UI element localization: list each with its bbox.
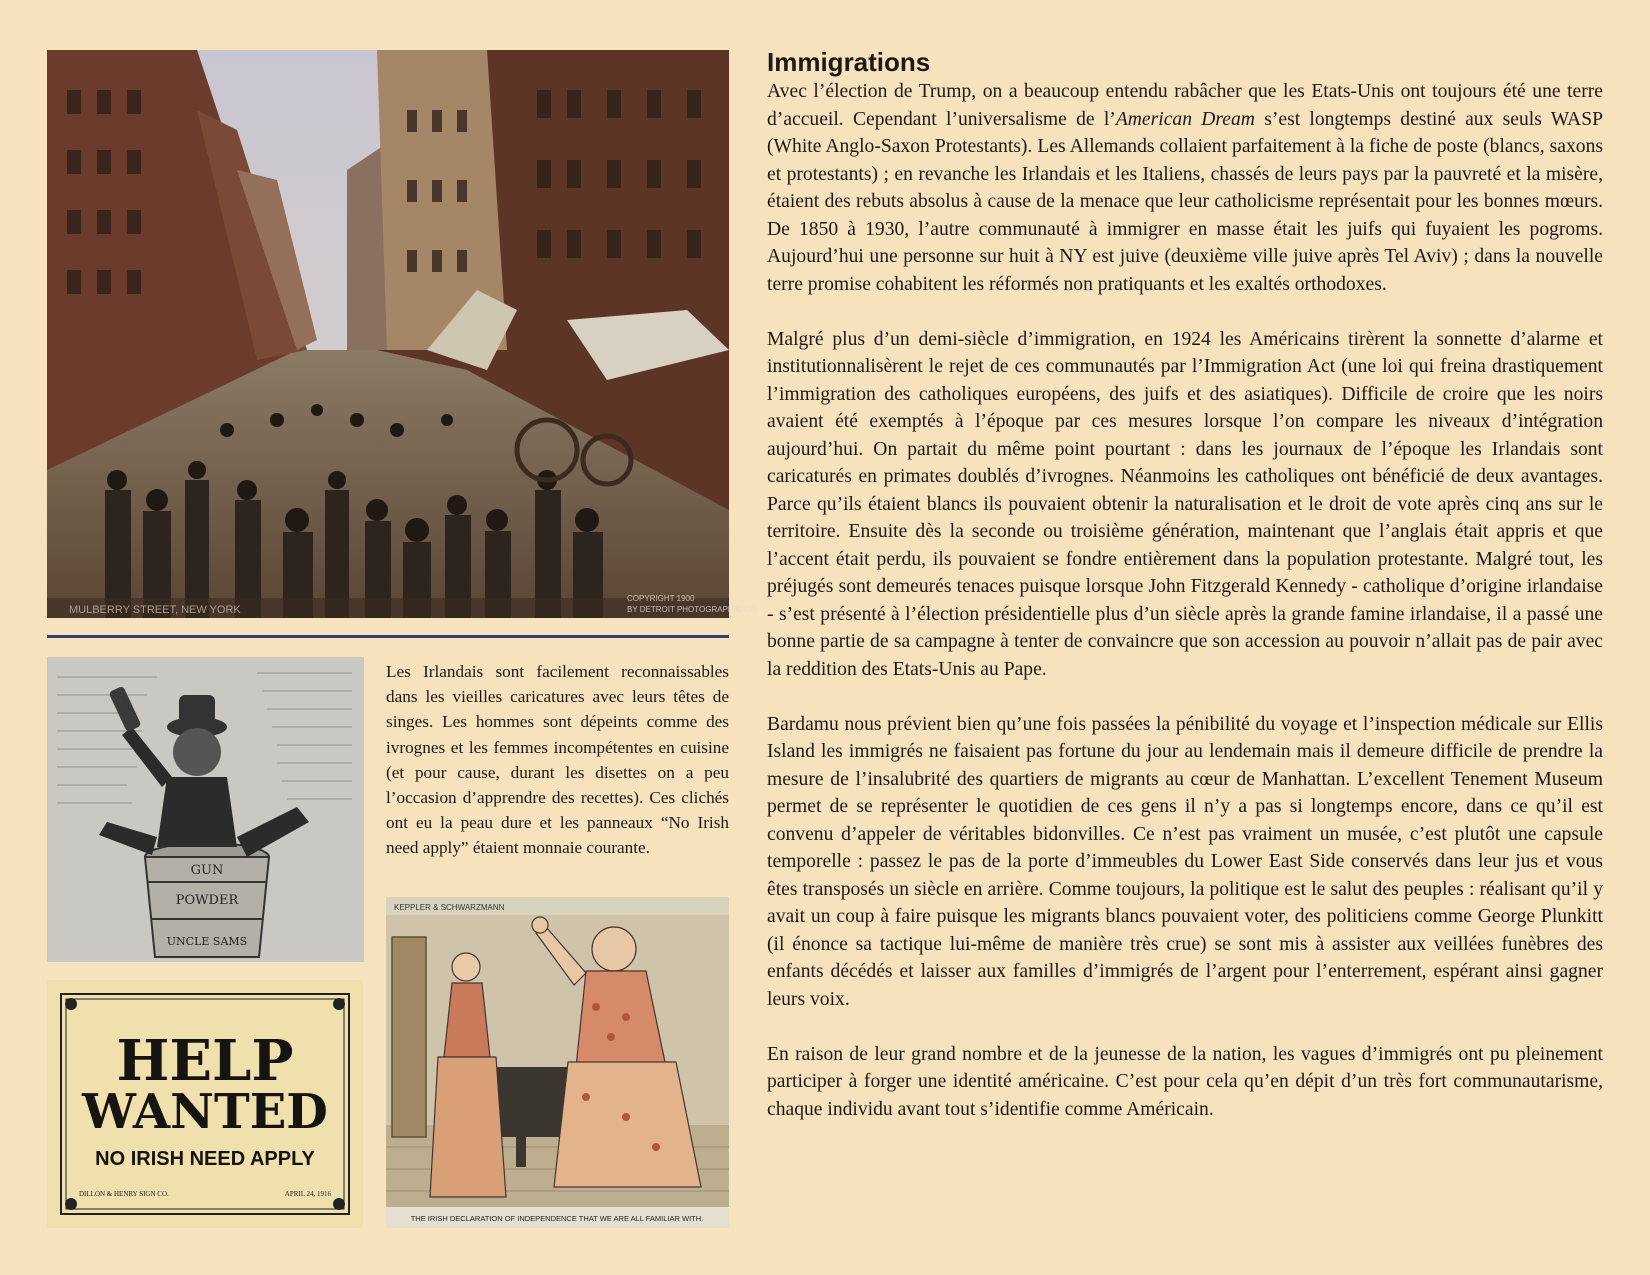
paragraph-1-part-b: s’est longtemps destiné aux seuls WASP (White Anglo-Saxon Protestants). Les Allemands collaient parfaitement à la fiche de poste (blancs, saxons et protestants) ; en revanche les Irlandais et les Italiens, chassés de leurs pays par la pauvreté et la misère, étaient des rebuts absolus à cause de la menace que leur catholicisme représentait pour les bonnes mœurs. De 1850 à 1930, l’autre communauté à immigrer en masse était les juifs qui fuyaient les pogroms. Aujourd’hui une personne sur huit à NY est juive (deuxième ville juive après Tel Aviv) ; dans la nouvelle terre promise cohabitent les réformés non pratiquants et les exaltés orthodoxes.	[767, 108, 1603, 295]
caricature-gunpowder-barrel	[47, 657, 364, 962]
street-photo	[47, 50, 759, 618]
barrel-label-uncle-sams: UNCLE SAMS	[166, 935, 248, 948]
article-paragraph-3: Bardamu nous prévient bien qu’une fois passées la pénibilité du voyage et l’inspection médicale sur Ellis Island les immigrés ne faisaient pas fortune du jour au lendemain mais il demeure difficile de prendre la mesure de l’insalubrité des quartiers de migrants au cœur de Manhattan. L’excellent Tenement Museum permet de se représenter le quotidien de ces gens il n’y a pas si longtemps encore, dans ce qu’il est convenu d’appeler de véritables bidonvilles. Ce n’est pas vraiment un musée, c’est plutôt une capsule temporelle : passez le pas de la porte d’immeubles du Lower East Side conservés dans leur jus et vous êtes transposés un siècle en arrière. Comme toujours, la politique est le salut des peuples : réalisant qu’il y avait un coup à faire puisque les migrants blancs pouvaient voter, des politiciens comme George Plunkitt (il énonce sa tactique lui-même de manière très crue) se sont mis à assister aux veillées funèbres des enfants décédés et laisser aux familles d’immigrés de l’argent pour l’enterrement, espérant ainsi gagner leurs voix.	[767, 713, 1603, 1010]
photo-credit-left: MULBERRY STREET, NEW YORK	[69, 604, 241, 616]
section-divider	[47, 635, 729, 638]
sign-line-no-irish: NO IRISH NEED APPLY	[95, 1148, 315, 1170]
sign-maker: DILLON & HENRY SIGN CO.	[79, 1190, 169, 1198]
article-title: Immigrations	[767, 47, 931, 77]
photo-credit-right-2: BY DETROIT PHOTOGRAPHIC CO.	[627, 605, 759, 614]
barrel-label-gun: GUN	[190, 863, 224, 878]
sign-date: APRIL 24, 1916	[284, 1190, 331, 1198]
article	[767, 46, 1603, 1151]
article-paragraph-1	[767, 78, 1603, 298]
help-wanted-sign	[47, 980, 363, 1228]
article-paragraph-2: Malgré plus d’un demi-siècle d’immigration, en 1924 les Américains tirèrent la sonnette d’alarme et institutionnalisèrent le rejet de ces communautés par l’Immigration Act (une loi qui freina drastiquement l’immigration des catholiques européens, des juifs et des asiatiques). Difficile de croire que les noirs avaient été exemptés à l’époque par ces mesures lorsque l’on compare les niveaux d’intégration aujourd’hui. On partait du même point pourtant : dans les journaux de l’époque les Irlandais sont caricaturés en primates doublés d’ivrognes. Néanmoins les catholiques ont bénéficié de deux avantages. Parce qu’ils étaient blancs ils pouvaient obtenir la naturalisation et le droit de vote après cinq ans sur le territoire. Ensuite dès la seconde ou troisième génération, maintenant que l’anglais était appris et que l’accent était perdu, ils pouvaient se fondre entièrement dans la population protestante. Malgré tout, les préjugés sont demeurés tenaces puisque lorsque John Fitzgerald Kennedy - catholique d’origine irlandaise - s’est présenté à l’élection présidentielle plus d’un siècle après la grande famine irlandaise, il a passé une bonne partie de sa campagne à tenter de convaincre que son accession au pouvoir n’allait pas de pair avec la reddition des Etats-Unis au Pape.	[767, 328, 1603, 680]
paragraph-1-emphasis: American Dream	[1115, 108, 1255, 130]
sign-line-help: HELP	[116, 1028, 294, 1094]
photo-credit-right-1: COPYRIGHT 1900	[627, 594, 695, 603]
cartoon2-caption: THE IRISH DECLARATION OF INDEPENDENCE THAT WE ARE ALL FAMILIAR WITH.	[410, 1214, 704, 1223]
caricature-irish-declaration	[386, 897, 729, 1228]
article-paragraph-4: En raison de leur grand nombre et de la jeunesse de la nation, les vagues d’immigrés ont pu pleinement participer à forger une identité américaine. C’est pour cela qu’en dépit d’un très fort communautarisme, chaque individu avant tout s’identifie comme Américain.	[767, 1043, 1603, 1120]
cartoon2-publisher: KEPPLER & SCHWARZMANN	[394, 903, 505, 912]
barrel-label-powder: POWDER	[175, 893, 239, 908]
sign-line-wanted: WANTED	[82, 1084, 328, 1140]
paragraph-1-part-a: Avec l’élection de Trump, on a beaucoup entendu rabâcher que les Etats-Unis ont toujours été une terre d’accueil. Cependant l’universalisme de l’	[767, 81, 1603, 130]
caricature-caption: Les Irlandais sont facilement reconnaissables dans les vieilles caricatures avec leurs têtes de singes. Les hommes sont dépeints comme des ivrognes et les femmes incompétentes en cuisine (et pour cause, durant les disettes on a peu l’occasion d’apprendre des recettes). Ces clichés ont eu la peau dure et les panneaux “No Irish need apply” étaient monnaie courante.	[386, 662, 729, 858]
